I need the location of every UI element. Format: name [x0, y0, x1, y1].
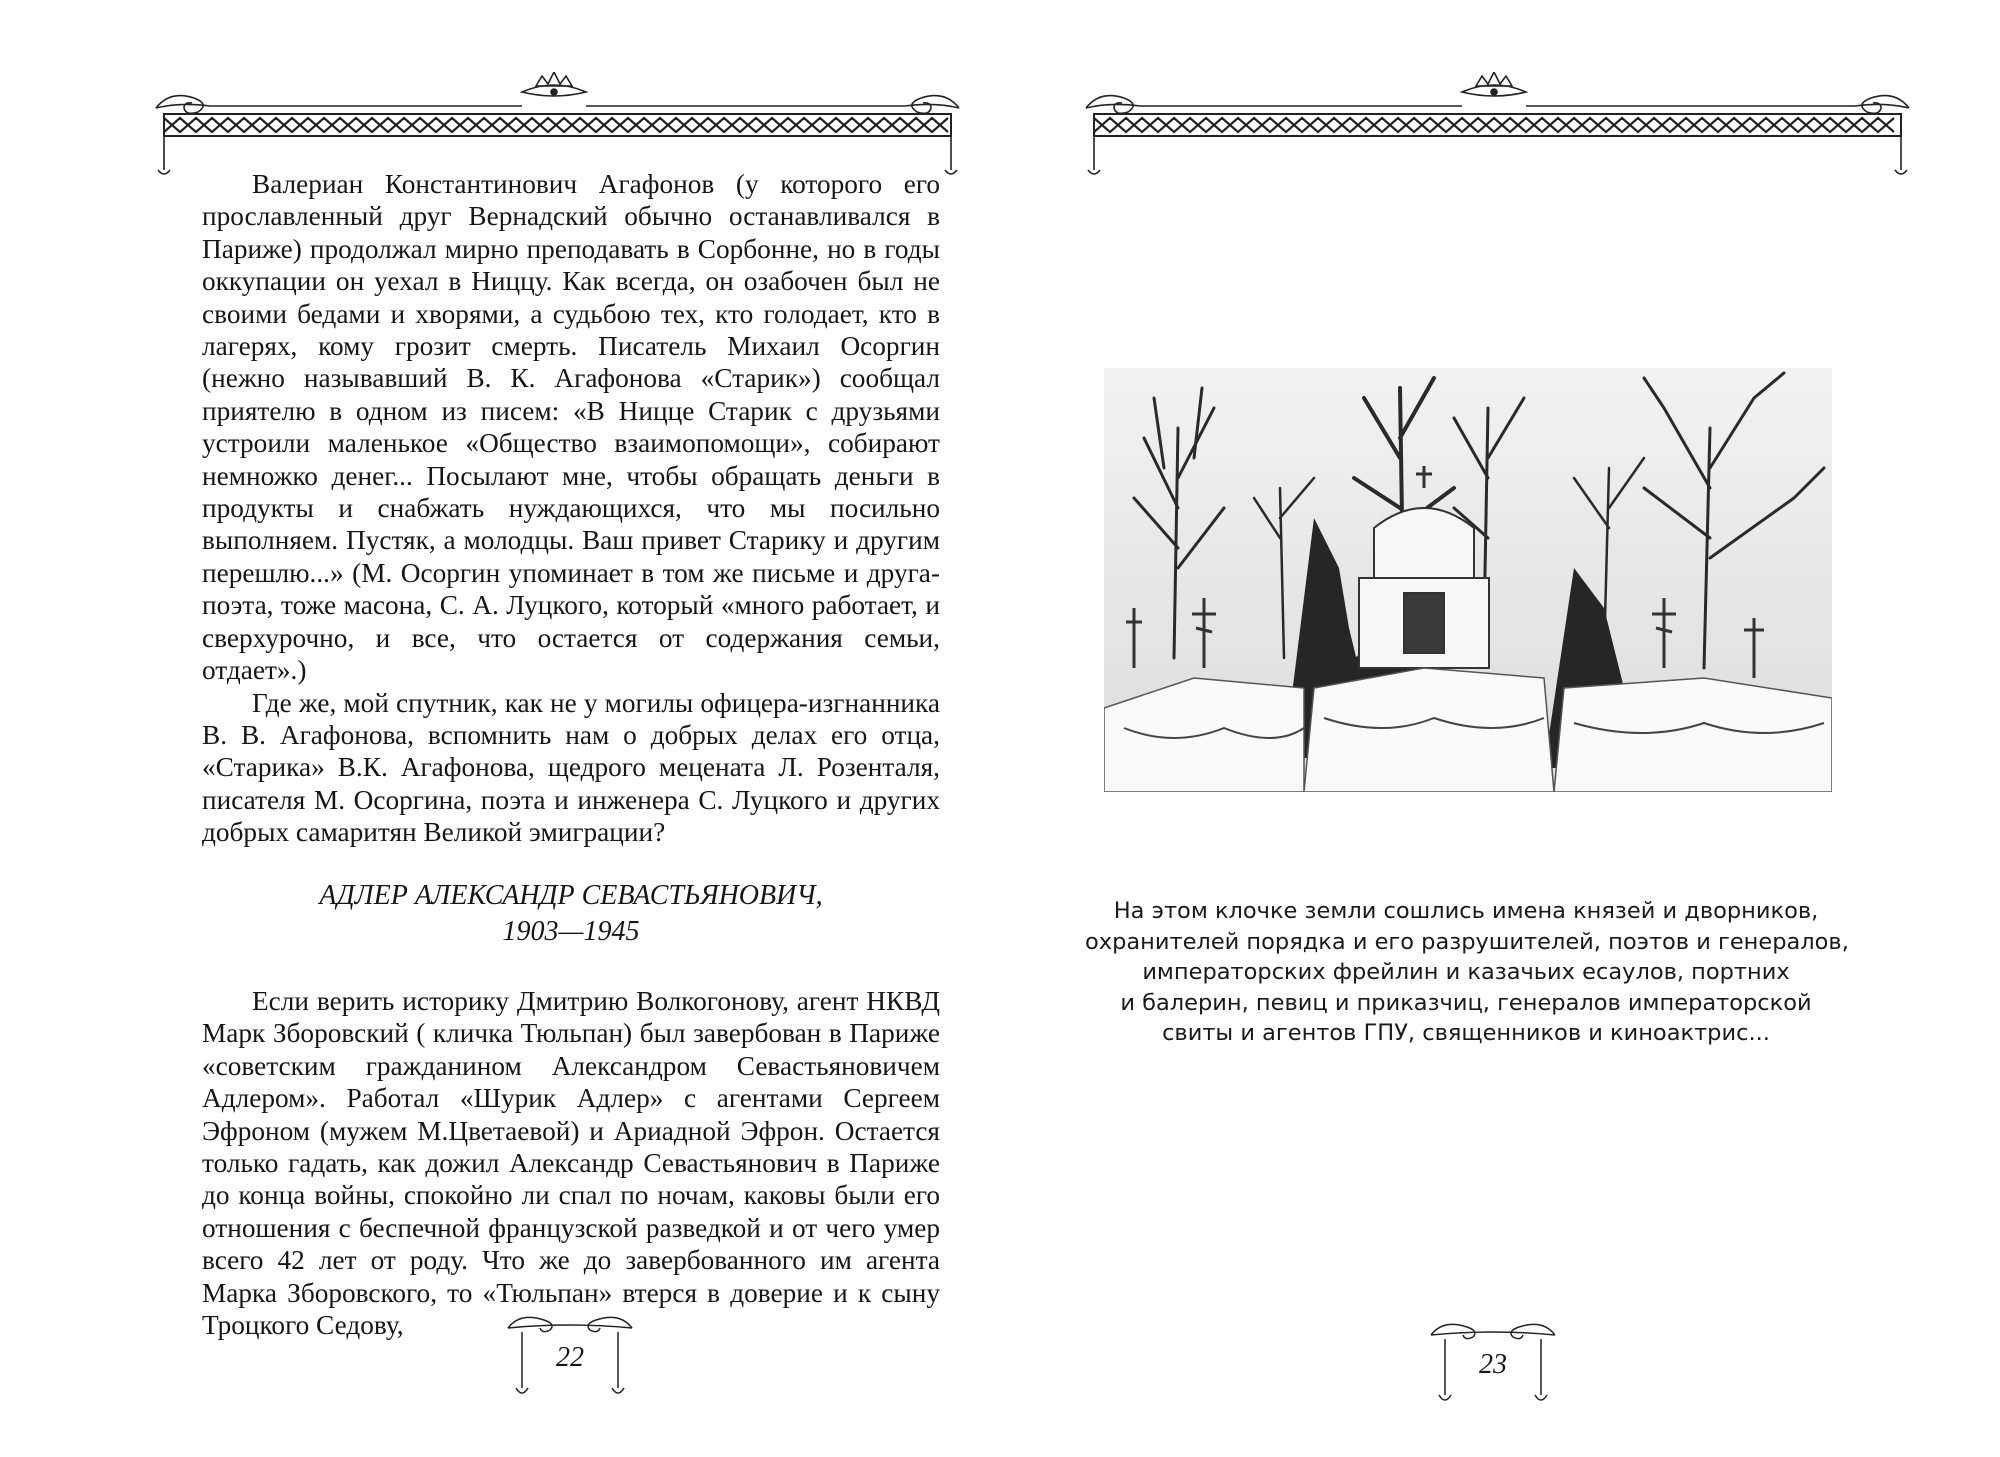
page-number: 22 — [556, 1342, 584, 1373]
section-heading — [202, 878, 940, 950]
cemetery-photo — [1104, 368, 1832, 792]
section-text — [202, 985, 940, 1341]
paragraph: Где же, мой спутник, как не у могилы офицера-изгнанника В. В. Агафонова, вспомнить нам о добрых делах его отца, «Старика» В.К. Агафонова, щедрого мецената Л. Розенталя, писателя М. Осоргина, поэта и инженера С. Луцкого и других добрых самаритян Великой эмиграции? — [202, 687, 940, 848]
heading-name: АДЛЕР АЛЕКСАНДР СЕВАСТЬЯНОВИЧ, — [319, 880, 823, 911]
page-number: 23 — [1479, 1349, 1507, 1380]
caption-line: На этом клочке земли сошлись имена князей и дворников, — [1113, 898, 1819, 924]
page-number-cartouche — [500, 1308, 640, 1398]
header-ornament — [1080, 72, 1915, 182]
main-text — [202, 168, 940, 849]
right-page — [1000, 0, 2000, 1457]
caption-line: охранителей порядка и его разрушителей, поэтов и генералов, — [1085, 928, 1849, 955]
caption-line: императорских фрейлин и казачьих есаулов, портних — [1142, 959, 1790, 985]
paragraph: Если верить историку Дмитрию Волкогонову, агент НКВД Марк Зборовский ( кличка Тюльпан) был завербован в Париже «советским гражданином Александром Севастьяновичем Адлером». Работал «Шурик Адлер» с агентами Сергеем Эфроном (мужем М.Цветаевой) и Ариадной Эфрон. Остается только гадать, как дожил Александр Севастьянович в Париже до конца войны, спокойно ли спал по ночам, каковы были его отношения с беспечной французской разведкой и от чего умер всего 42 лет от роду. Что же до завербованного им агента Марка Зборовского, то «Тюльпан» втерся в доверие и к сыну Троцкого Седову, — [202, 986, 940, 1341]
caption-line: и балерин, певиц и приказчиц, генералов императорской — [1120, 989, 1812, 1016]
crown-ornament-icon — [1462, 72, 1526, 96]
header-ornament — [150, 72, 965, 182]
crown-ornament-icon — [522, 72, 586, 96]
page-number-cartouche — [1423, 1315, 1563, 1405]
heading-dates: 1903—1945 — [502, 916, 640, 947]
paragraph: Валериан Константинович Агафонов (у которого его прославленный друг Вернадский обычно останавливался в Париже) продолжал мирно преподавать в Сорбонне, но в годы оккупации он уехал в Ниццу. Как всегда, он озабочен был не своими бедами и хворями, а судьбою тех, кто голодает, кто в лагерях, кому грозит смерть. Писатель Михаил Осоргин (нежно называвший В. К. Агафонова «Старик») сообщал приятелю в одном из писем: «В Ницце Старик с друзьями устроили маленькое «Общество взаимопомощи», собирают немножко денег... Посылают мне, чтобы обращать деньги в продукты и снабжать нуждающихся, что мы посильно выполняем. Пустяк, а молодцы. Ваш привет Старику и другим перешлю...» (М. Осоргин упоминает в том же письме и друга-поэта, тоже масона, С. А. Луцкого, который «много работает, и сверхурочно, и все, что остается от содержания семьи, отдает».) — [202, 169, 940, 686]
caption-line: свиты и агентов ГПУ, священников и киноактрис... — [1162, 1020, 1770, 1046]
photo-caption — [1085, 896, 1847, 1049]
